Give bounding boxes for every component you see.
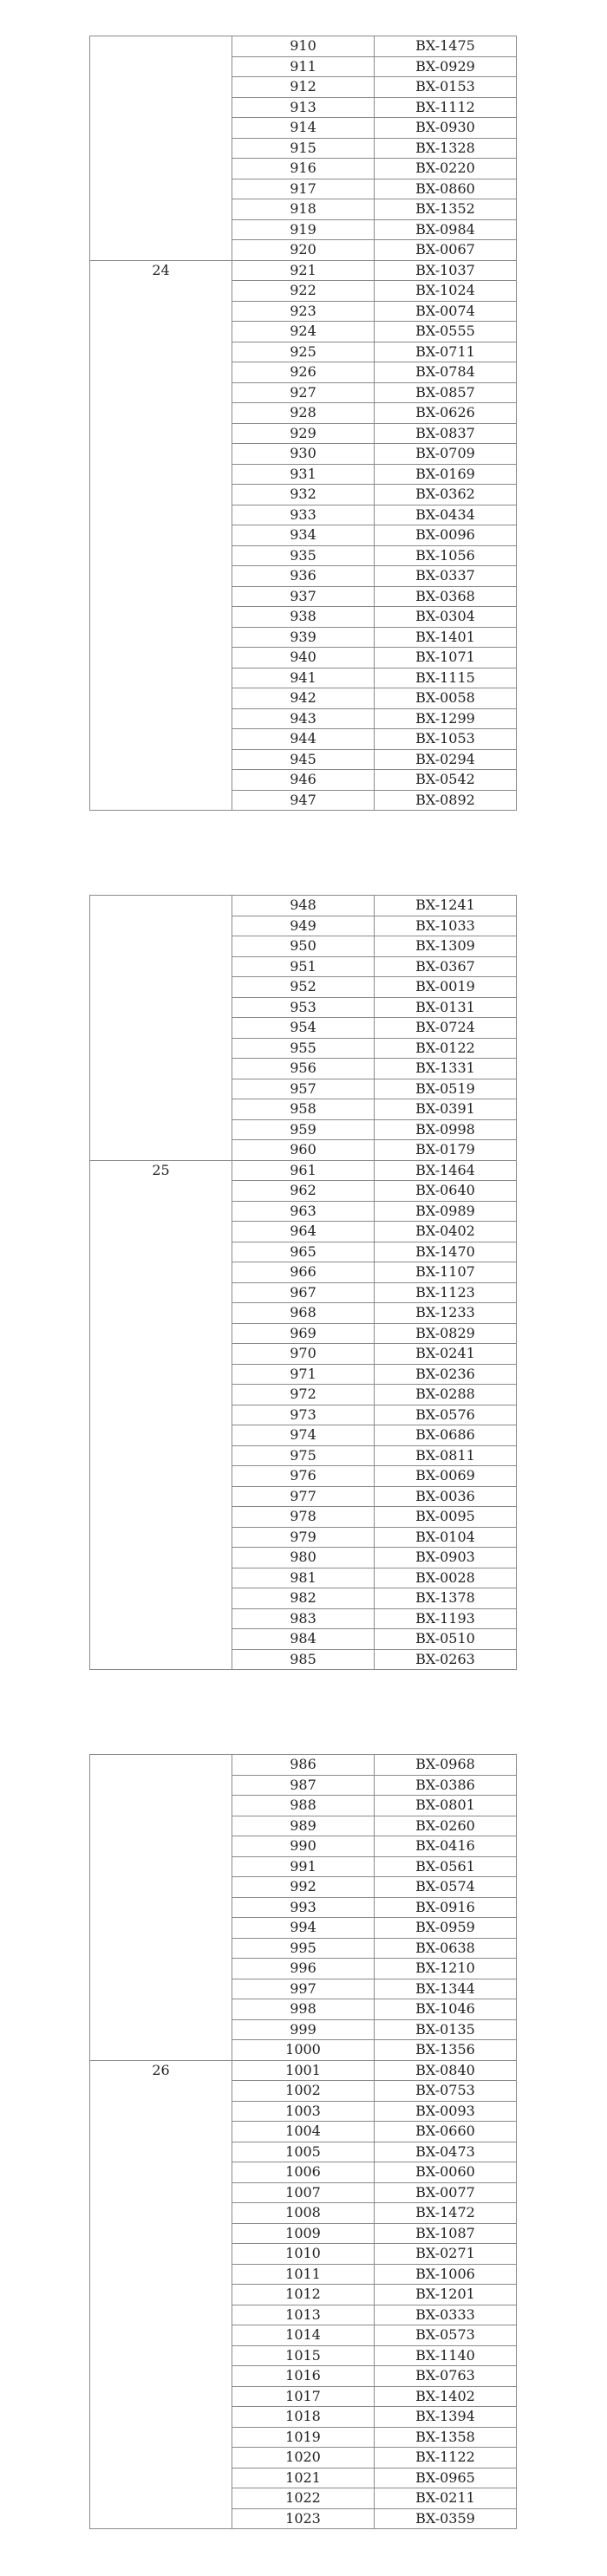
code-cell: BX-0576 <box>375 1405 517 1425</box>
serial-number-cell: 922 <box>232 281 375 302</box>
code-cell: BX-0903 <box>375 1548 517 1568</box>
group-cell <box>90 36 232 261</box>
serial-number-cell: 947 <box>232 790 375 811</box>
serial-number-cell: 935 <box>232 545 375 566</box>
serial-number-cell: 1006 <box>232 2162 375 2183</box>
serial-number-cell: 995 <box>232 1938 375 1959</box>
code-cell: BX-1123 <box>375 1282 517 1303</box>
code-cell: BX-0271 <box>375 2244 517 2265</box>
code-cell: BX-0968 <box>375 1755 517 1776</box>
serial-number-cell: 1009 <box>232 2223 375 2244</box>
code-cell: BX-0179 <box>375 1140 517 1161</box>
serial-number-cell: 952 <box>232 977 375 998</box>
code-cell: BX-0801 <box>375 1796 517 1816</box>
code-cell: BX-0542 <box>375 770 517 791</box>
code-cell: BX-0473 <box>375 2142 517 2162</box>
serial-number-cell: 1008 <box>232 2203 375 2224</box>
code-cell: BX-0829 <box>375 1323 517 1344</box>
serial-number-cell: 1019 <box>232 2427 375 2448</box>
group-cell: 26 <box>90 2060 232 2529</box>
serial-number-cell: 1016 <box>232 2366 375 2387</box>
serial-number-cell: 966 <box>232 1262 375 1283</box>
code-cell: BX-0998 <box>375 1119 517 1140</box>
serial-number-cell: 954 <box>232 1018 375 1039</box>
code-cell: BX-0753 <box>375 2081 517 2102</box>
code-cell: BX-0391 <box>375 1099 517 1120</box>
code-cell: BX-0892 <box>375 790 517 811</box>
code-cell: BX-0069 <box>375 1466 517 1487</box>
serial-number-cell: 918 <box>232 199 375 220</box>
code-cell: BX-1352 <box>375 199 517 220</box>
serial-number-cell: 941 <box>232 668 375 688</box>
serial-number-cell: 936 <box>232 566 375 587</box>
code-cell: BX-0260 <box>375 1816 517 1836</box>
serial-number-cell: 953 <box>232 997 375 1018</box>
code-cell: BX-0626 <box>375 403 517 424</box>
code-cell: BX-0711 <box>375 342 517 362</box>
serial-number-cell: 912 <box>232 77 375 98</box>
serial-number-cell: 913 <box>232 97 375 118</box>
code-cell: BX-1475 <box>375 36 517 57</box>
code-cell: BX-1356 <box>375 2040 517 2061</box>
code-cell: BX-0686 <box>375 1425 517 1446</box>
serial-number-cell: 999 <box>232 2019 375 2040</box>
serial-number-cell: 925 <box>232 342 375 362</box>
serial-number-cell: 987 <box>232 1775 375 1796</box>
serial-number-cell: 960 <box>232 1140 375 1161</box>
serial-number-cell: 944 <box>232 729 375 750</box>
code-cell: BX-0930 <box>375 118 517 139</box>
serial-number-cell: 942 <box>232 688 375 709</box>
code-cell: BX-0959 <box>375 1918 517 1939</box>
serial-number-cell: 921 <box>232 260 375 281</box>
serial-number-cell: 992 <box>232 1877 375 1898</box>
serial-number-cell: 977 <box>232 1486 375 1507</box>
code-cell: BX-0131 <box>375 997 517 1018</box>
code-cell: BX-0263 <box>375 1649 517 1670</box>
serial-number-cell: 962 <box>232 1181 375 1202</box>
code-cell: BX-1378 <box>375 1588 517 1609</box>
record-table-body <box>90 36 517 811</box>
group-cell <box>90 896 232 1161</box>
serial-number-cell: 911 <box>232 56 375 77</box>
table-row <box>90 1160 517 1181</box>
serial-number-cell: 1018 <box>232 2407 375 2428</box>
code-cell: BX-1115 <box>375 668 517 688</box>
code-cell: BX-0811 <box>375 1445 517 1466</box>
code-cell: BX-0058 <box>375 688 517 709</box>
serial-number-cell: 981 <box>232 1568 375 1588</box>
code-cell: BX-0153 <box>375 77 517 98</box>
code-cell: BX-0096 <box>375 525 517 546</box>
code-cell: BX-0837 <box>375 423 517 444</box>
group-cell <box>90 1755 232 2061</box>
code-cell: BX-0916 <box>375 1897 517 1918</box>
code-cell: BX-0510 <box>375 1629 517 1650</box>
serial-number-cell: 919 <box>232 219 375 240</box>
code-cell: BX-0519 <box>375 1079 517 1099</box>
code-cell: BX-0434 <box>375 505 517 525</box>
code-cell: BX-0241 <box>375 1344 517 1365</box>
record-table-3 <box>89 1754 517 2529</box>
code-cell: BX-1328 <box>375 138 517 159</box>
code-cell: BX-0386 <box>375 1775 517 1796</box>
code-cell: BX-1233 <box>375 1303 517 1324</box>
serial-number-cell: 964 <box>232 1222 375 1242</box>
record-table-2 <box>89 895 517 1670</box>
serial-number-cell: 939 <box>232 627 375 648</box>
serial-number-cell: 989 <box>232 1816 375 1836</box>
code-cell: BX-1037 <box>375 260 517 281</box>
serial-number-cell: 996 <box>232 1959 375 1979</box>
code-cell: BX-0640 <box>375 1181 517 1202</box>
record-table-1 <box>89 36 517 811</box>
code-cell: BX-0857 <box>375 382 517 403</box>
serial-number-cell: 994 <box>232 1918 375 1939</box>
serial-number-cell: 930 <box>232 444 375 465</box>
serial-number-cell: 951 <box>232 956 375 977</box>
code-cell: BX-0359 <box>375 2508 517 2529</box>
serial-number-cell: 1007 <box>232 2182 375 2203</box>
code-cell: BX-1472 <box>375 2203 517 2224</box>
code-cell: BX-0965 <box>375 2468 517 2488</box>
serial-number-cell: 933 <box>232 505 375 525</box>
serial-number-cell: 943 <box>232 708 375 729</box>
serial-number-cell: 923 <box>232 301 375 322</box>
group-cell: 25 <box>90 1160 232 1670</box>
serial-number-cell: 974 <box>232 1425 375 1446</box>
serial-number-cell: 1001 <box>232 2060 375 2081</box>
code-cell: BX-1331 <box>375 1059 517 1079</box>
serial-number-cell: 945 <box>232 749 375 770</box>
code-cell: BX-1056 <box>375 545 517 566</box>
code-cell: BX-0093 <box>375 2101 517 2122</box>
record-table-body <box>90 1755 517 2529</box>
serial-number-cell: 983 <box>232 1608 375 1629</box>
code-cell: BX-1299 <box>375 708 517 729</box>
code-cell: BX-0019 <box>375 977 517 998</box>
serial-number-cell: 932 <box>232 485 375 505</box>
code-cell: BX-1024 <box>375 281 517 302</box>
serial-number-cell: 990 <box>232 1836 375 1857</box>
serial-number-cell: 1015 <box>232 2345 375 2366</box>
code-cell: BX-1122 <box>375 2448 517 2468</box>
code-cell: BX-0763 <box>375 2366 517 2387</box>
serial-number-cell: 958 <box>232 1099 375 1120</box>
code-cell: BX-1071 <box>375 648 517 668</box>
code-cell: BX-1112 <box>375 97 517 118</box>
serial-number-cell: 993 <box>232 1897 375 1918</box>
code-cell: BX-1309 <box>375 936 517 957</box>
serial-number-cell: 949 <box>232 916 375 936</box>
serial-number-cell: 982 <box>232 1588 375 1609</box>
serial-number-cell: 920 <box>232 240 375 261</box>
code-cell: BX-1210 <box>375 1959 517 1979</box>
code-cell: BX-0860 <box>375 179 517 199</box>
code-cell: BX-0984 <box>375 219 517 240</box>
code-cell: BX-0784 <box>375 362 517 383</box>
code-cell: BX-0294 <box>375 749 517 770</box>
serial-number-cell: 975 <box>232 1445 375 1466</box>
serial-number-cell: 938 <box>232 607 375 628</box>
code-cell: BX-0416 <box>375 1836 517 1857</box>
serial-number-cell: 961 <box>232 1160 375 1181</box>
serial-number-cell: 1023 <box>232 2508 375 2529</box>
serial-number-cell: 988 <box>232 1796 375 1816</box>
table-row <box>90 1755 517 1776</box>
serial-number-cell: 972 <box>232 1385 375 1405</box>
serial-number-cell: 917 <box>232 179 375 199</box>
serial-number-cell: 940 <box>232 648 375 668</box>
serial-number-cell: 1010 <box>232 2244 375 2265</box>
code-cell: BX-1241 <box>375 896 517 916</box>
serial-number-cell: 914 <box>232 118 375 139</box>
serial-number-cell: 973 <box>232 1405 375 1425</box>
code-cell: BX-0211 <box>375 2488 517 2509</box>
code-cell: BX-1107 <box>375 1262 517 1283</box>
code-cell: BX-0288 <box>375 1385 517 1405</box>
serial-number-cell: 910 <box>232 36 375 57</box>
serial-number-cell: 915 <box>232 138 375 159</box>
code-cell: BX-1087 <box>375 2223 517 2244</box>
serial-number-cell: 927 <box>232 382 375 403</box>
code-cell: BX-0555 <box>375 322 517 342</box>
serial-number-cell: 1011 <box>232 2264 375 2285</box>
serial-number-cell: 950 <box>232 936 375 957</box>
code-cell: BX-1402 <box>375 2386 517 2407</box>
code-cell: BX-0929 <box>375 56 517 77</box>
code-cell: BX-0135 <box>375 2019 517 2040</box>
serial-number-cell: 1022 <box>232 2488 375 2509</box>
code-cell: BX-0236 <box>375 1364 517 1385</box>
group-cell: 24 <box>90 260 232 811</box>
serial-number-cell: 1002 <box>232 2081 375 2102</box>
table-row <box>90 36 517 57</box>
table-row <box>90 260 517 281</box>
serial-number-cell: 997 <box>232 1979 375 1999</box>
serial-number-cell: 916 <box>232 159 375 179</box>
serial-number-cell: 1005 <box>232 2142 375 2162</box>
serial-number-cell: 969 <box>232 1323 375 1344</box>
code-cell: BX-0028 <box>375 1568 517 1588</box>
code-cell: BX-0036 <box>375 1486 517 1507</box>
code-cell: BX-1033 <box>375 916 517 936</box>
serial-number-cell: 948 <box>232 896 375 916</box>
code-cell: BX-0169 <box>375 464 517 485</box>
serial-number-cell: 986 <box>232 1755 375 1776</box>
serial-number-cell: 1000 <box>232 2040 375 2061</box>
table-row <box>90 896 517 916</box>
code-cell: BX-0709 <box>375 444 517 465</box>
code-cell: BX-1046 <box>375 1999 517 2020</box>
serial-number-cell: 1021 <box>232 2468 375 2488</box>
code-cell: BX-0362 <box>375 485 517 505</box>
code-cell: BX-0077 <box>375 2182 517 2203</box>
code-cell: BX-0989 <box>375 1201 517 1222</box>
serial-number-cell: 929 <box>232 423 375 444</box>
serial-number-cell: 965 <box>232 1242 375 1262</box>
serial-number-cell: 968 <box>232 1303 375 1324</box>
serial-number-cell: 959 <box>232 1119 375 1140</box>
code-cell: BX-0304 <box>375 607 517 628</box>
code-cell: BX-1394 <box>375 2407 517 2428</box>
code-cell: BX-1401 <box>375 627 517 648</box>
serial-number-cell: 1003 <box>232 2101 375 2122</box>
serial-number-cell: 979 <box>232 1527 375 1548</box>
serial-number-cell: 956 <box>232 1059 375 1079</box>
code-cell: BX-0220 <box>375 159 517 179</box>
serial-number-cell: 946 <box>232 770 375 791</box>
table-row <box>90 2060 517 2081</box>
serial-number-cell: 1020 <box>232 2448 375 2468</box>
serial-number-cell: 1013 <box>232 2305 375 2325</box>
code-cell: BX-0574 <box>375 1877 517 1898</box>
record-table-body <box>90 896 517 1670</box>
serial-number-cell: 928 <box>232 403 375 424</box>
code-cell: BX-0067 <box>375 240 517 261</box>
serial-number-cell: 1012 <box>232 2285 375 2305</box>
serial-number-cell: 984 <box>232 1629 375 1650</box>
code-cell: BX-1140 <box>375 2345 517 2366</box>
serial-number-cell: 955 <box>232 1038 375 1059</box>
serial-number-cell: 976 <box>232 1466 375 1487</box>
serial-number-cell: 1014 <box>232 2325 375 2346</box>
code-cell: BX-0724 <box>375 1018 517 1039</box>
code-cell: BX-1358 <box>375 2427 517 2448</box>
serial-number-cell: 970 <box>232 1344 375 1365</box>
code-cell: BX-0122 <box>375 1038 517 1059</box>
code-cell: BX-1193 <box>375 1608 517 1629</box>
serial-number-cell: 957 <box>232 1079 375 1099</box>
serial-number-cell: 998 <box>232 1999 375 2020</box>
serial-number-cell: 991 <box>232 1856 375 1877</box>
code-cell: BX-0074 <box>375 301 517 322</box>
code-cell: BX-1470 <box>375 1242 517 1262</box>
code-cell: BX-1201 <box>375 2285 517 2305</box>
serial-number-cell: 937 <box>232 586 375 607</box>
code-cell: BX-0367 <box>375 956 517 977</box>
code-cell: BX-0368 <box>375 586 517 607</box>
serial-number-cell: 924 <box>232 322 375 342</box>
serial-number-cell: 971 <box>232 1364 375 1385</box>
serial-number-cell: 1017 <box>232 2386 375 2407</box>
serial-number-cell: 1004 <box>232 2122 375 2142</box>
code-cell: BX-0573 <box>375 2325 517 2346</box>
code-cell: BX-0104 <box>375 1527 517 1548</box>
serial-number-cell: 985 <box>232 1649 375 1670</box>
code-cell: BX-0840 <box>375 2060 517 2081</box>
serial-number-cell: 963 <box>232 1201 375 1222</box>
serial-number-cell: 978 <box>232 1507 375 1528</box>
serial-number-cell: 967 <box>232 1282 375 1303</box>
code-cell: BX-1344 <box>375 1979 517 1999</box>
code-cell: BX-0337 <box>375 566 517 587</box>
code-cell: BX-0660 <box>375 2122 517 2142</box>
code-cell: BX-0060 <box>375 2162 517 2183</box>
code-cell: BX-0095 <box>375 1507 517 1528</box>
code-cell: BX-1464 <box>375 1160 517 1181</box>
code-cell: BX-0561 <box>375 1856 517 1877</box>
serial-number-cell: 980 <box>232 1548 375 1568</box>
code-cell: BX-1053 <box>375 729 517 750</box>
code-cell: BX-1006 <box>375 2264 517 2285</box>
code-cell: BX-0402 <box>375 1222 517 1242</box>
code-cell: BX-0638 <box>375 1938 517 1959</box>
code-cell: BX-0333 <box>375 2305 517 2325</box>
serial-number-cell: 926 <box>232 362 375 383</box>
serial-number-cell: 934 <box>232 525 375 546</box>
serial-number-cell: 931 <box>232 464 375 485</box>
